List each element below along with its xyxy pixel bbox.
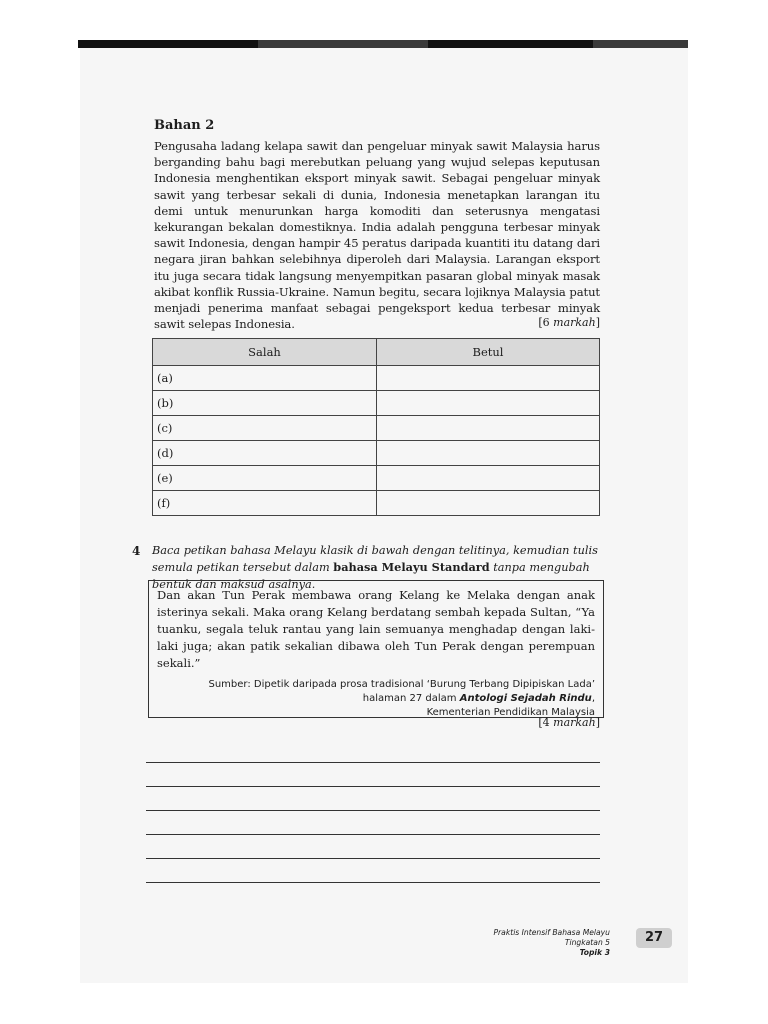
answer-line[interactable]	[146, 786, 600, 787]
question-number: 4	[132, 544, 141, 558]
question-text-bold: bahasa Melayu Standard	[333, 560, 490, 574]
marks-6-word: markah	[553, 316, 596, 329]
answer-cell[interactable]	[377, 491, 600, 516]
row-label: (a)	[153, 366, 377, 391]
footer-book-info	[468, 928, 610, 958]
header-betul: Betul	[377, 339, 600, 366]
top-scan-edge	[78, 40, 688, 48]
source-line-2b: ,	[591, 693, 595, 704]
answer-table	[152, 338, 600, 516]
source-line-1: Sumber: Dipetik daripada prosa tradisional ‘Burung Terbang Dipipiskan Lada’	[208, 679, 595, 690]
marks-6-open: [6	[538, 316, 554, 329]
row-label: (d)	[153, 441, 377, 466]
excerpt-body: Dan akan Tun Perak membawa orang Kelang ke Melaka dengan anak isterinya sekali. Maka orang Kelang berdatang sembah kepada Sultan, “Ya tuanku, segala teluk rantau yang lain semuanya menghadap dengan laki-laki juga; akan patik sekalian dibawa oleh Tun Perak dengan perempuan sekali.”	[157, 588, 595, 670]
footer-topic: Topik 3	[579, 948, 610, 957]
answer-cell[interactable]	[377, 416, 600, 441]
table-row	[153, 466, 600, 491]
table-row	[153, 491, 600, 516]
table-row	[153, 416, 600, 441]
marks-4-open: [4	[538, 716, 554, 729]
marks-4-word: markah	[553, 716, 596, 729]
answer-line[interactable]	[146, 762, 600, 763]
scan-edge-dark-left	[78, 40, 258, 48]
table-row	[153, 391, 600, 416]
marks-4-close: ]	[595, 716, 600, 729]
source-line-2a: halaman 27 dalam	[362, 693, 460, 704]
answer-cell[interactable]	[377, 466, 600, 491]
answer-line[interactable]	[146, 858, 600, 859]
scan-edge-dark-right	[428, 40, 593, 48]
bahan-passage: Pengusaha ladang kelapa sawit dan pengeluar minyak sawit Malaysia harus berganding bahu bagi merebutkan peluang yang wujud selepas keputusan Indonesia menghentikan eksport minyak sawit. Sebagai pengeluar minyak sawit yang terbesar sekali di dunia, Indonesia menetapkan larangan itu demi untuk menurunkan harga komoditi dan seterusnya mengatasi kekurangan bekalan domestiknya. India adalah pengguna terbesar minyak sawit Indonesia, dengan hampir 45 peratus daripada kuantiti itu datang dari negara jiran bahkan selebihnya diperoleh dari Malaysia. Larangan eksport itu juga secara tidak langsung menyempitkan pasaran global minyak masak akibat konflik Russia-Ukraine. Namun begitu, secara lojiknya Malaysia patut menjadi penerima manfaat sebagai pengeksport kedua terbesar minyak sawit selepas Indonesia.	[154, 139, 600, 332]
source-line-3: Kementerian Pendidikan Malaysia	[426, 707, 595, 718]
header-salah: Salah	[153, 339, 377, 366]
excerpt-source	[157, 678, 595, 720]
source-line-2	[157, 692, 595, 706]
bahan-title: Bahan 2	[154, 118, 215, 133]
table-row	[153, 441, 600, 466]
answer-cell[interactable]	[377, 366, 600, 391]
row-label: (e)	[153, 466, 377, 491]
marks-4	[154, 716, 600, 729]
source-book-title: Antologi Sejadah Rindu	[459, 693, 592, 704]
answer-line[interactable]	[146, 834, 600, 835]
footer-book-title: Praktis Intensif Bahasa Melayu Tingkatan 5	[493, 928, 610, 947]
page-number-badge: 27	[636, 928, 672, 948]
table-row	[153, 366, 600, 391]
question-text-a: Baca petikan bahasa Melayu klasik di bawah dengan telitinya, kemudian tulis semula petikan tersebut dalam	[152, 544, 598, 574]
answer-cell[interactable]	[377, 441, 600, 466]
excerpt-box	[148, 580, 604, 718]
row-label: (b)	[153, 391, 377, 416]
answer-line[interactable]	[146, 810, 600, 811]
row-label: (f)	[153, 491, 377, 516]
marks-6-close: ]	[595, 316, 600, 329]
answer-line[interactable]	[146, 882, 600, 883]
answer-cell[interactable]	[377, 391, 600, 416]
question-text-b: tanpa mengubah bentuk dan maksud asalnya.	[152, 561, 590, 591]
marks-6	[154, 316, 600, 329]
row-label: (c)	[153, 416, 377, 441]
